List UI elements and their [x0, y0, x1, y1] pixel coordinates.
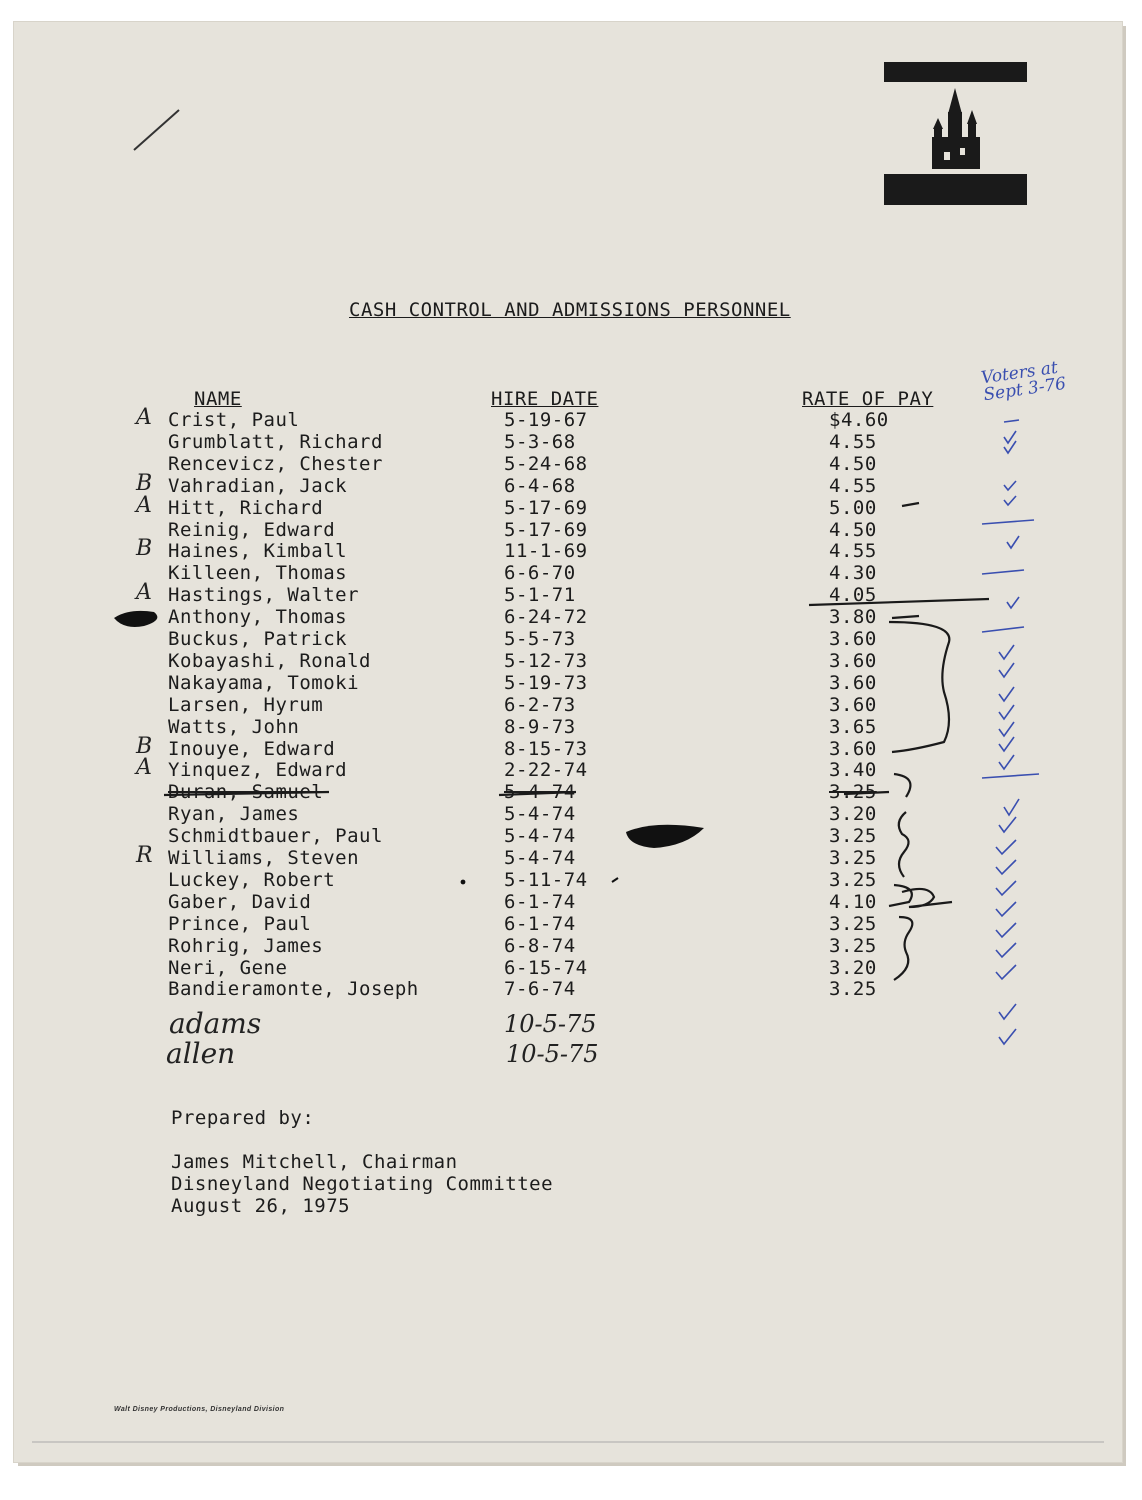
row-hire-date: 6-4-68	[504, 474, 576, 497]
row-hire-date: 5-1-71	[504, 584, 576, 607]
row-name: Inouye, Edward	[168, 737, 336, 760]
row-name: Gaber, David	[168, 890, 312, 913]
row-rate: 3.60	[829, 671, 877, 694]
row-hire-date: 8-9-73	[504, 715, 576, 738]
row-hire-date: 5-4-74	[504, 825, 576, 848]
row-hire-date: 6-1-74	[504, 912, 576, 935]
row-rate: 3.80	[829, 606, 877, 629]
handwritten-note: Voters at Sept 3-76	[979, 357, 1068, 406]
row-rate: 3.20	[829, 803, 877, 826]
row-rate: 4.05	[829, 584, 877, 607]
row-name: Kobayashi, Ronald	[168, 649, 371, 672]
page-title: CASH CONTROL AND ADMISSIONS PERSONNEL	[349, 299, 791, 321]
signature-name: James Mitchell, Chairman	[171, 1151, 458, 1173]
row-mark: B	[136, 733, 153, 759]
row-name: Luckey, Robert	[168, 868, 336, 891]
row-mark: A	[136, 755, 152, 781]
row-rate: 4.55	[829, 474, 877, 497]
handwritten-name-1: adams	[169, 1007, 262, 1040]
row-rate: 3.25	[829, 868, 877, 891]
row-name: Grumblatt, Richard	[168, 430, 383, 453]
row-rate: 4.55	[829, 540, 877, 563]
row-name: Nakayama, Tomoki	[168, 671, 360, 694]
row-name: Rohrig, James	[168, 934, 324, 957]
handwritten-date-2: 10-5-75	[506, 1040, 599, 1068]
row-mark: A	[136, 492, 152, 518]
row-name: Yinquez, Edward	[168, 759, 348, 782]
signature-date: August 26, 1975	[171, 1195, 351, 1217]
row-rate: 3.25	[829, 781, 877, 804]
row-rate: 3.25	[829, 912, 877, 935]
row-rate: 4.30	[829, 562, 877, 585]
header-hire-date: HIRE DATE	[491, 388, 599, 410]
row-rate: 3.25	[829, 825, 877, 848]
row-name: Larsen, Hyrum	[168, 693, 324, 716]
row-hire-date: 6-8-74	[504, 934, 576, 957]
row-name: Duran, Samuel	[168, 781, 324, 804]
row-hire-date: 5-24-68	[504, 452, 588, 475]
row-rate: $4.60	[829, 409, 889, 431]
prepared-by-label: Prepared by:	[171, 1107, 315, 1129]
row-rate: 3.60	[829, 693, 877, 716]
row-rate: 3.25	[829, 934, 877, 957]
row-rate: 3.20	[829, 956, 877, 979]
row-name: Buckus, Patrick	[168, 628, 348, 650]
row-rate: 3.60	[829, 737, 877, 760]
footer-text: Walt Disney Productions, Disneyland Division	[114, 1406, 285, 1413]
row-hire-date: 5-12-73	[504, 649, 588, 672]
row-name: Killeen, Thomas	[168, 562, 348, 585]
row-hire-date: 5-4-74	[504, 781, 576, 804]
row-hire-date: 7-6-74	[504, 978, 576, 1001]
row-rate: 5.00	[829, 496, 877, 519]
row-name: Hastings, Walter	[168, 584, 360, 607]
row-name: Williams, Steven	[168, 847, 360, 869]
row-name: Watts, John	[168, 715, 300, 738]
row-hire-date: 5-3-68	[504, 430, 576, 453]
row-hire-date: 5-4-74	[504, 803, 576, 826]
row-rate: 3.60	[829, 649, 877, 672]
row-name: Ryan, James	[168, 803, 300, 826]
row-hire-date: 5-11-74	[504, 868, 588, 891]
row-hire-date: 5-4-74	[504, 847, 576, 869]
pen-markings	[14, 22, 1122, 1462]
row-hire-date: 6-24-72	[504, 606, 588, 629]
row-rate: 4.50	[829, 452, 877, 475]
row-name: Neri, Gene	[168, 956, 288, 979]
row-rate: 4.55	[829, 430, 877, 453]
row-name: Bandieramonte, Joseph	[168, 978, 419, 1001]
row-hire-date: 11-1-69	[504, 540, 588, 563]
row-hire-date: 6-1-74	[504, 890, 576, 913]
row-name: Rencevicz, Chester	[168, 452, 383, 475]
row-hire-date: 5-19-73	[504, 671, 588, 694]
row-mark: B	[136, 470, 153, 496]
row-rate: 3.60	[829, 628, 877, 650]
header-name: NAME	[194, 388, 242, 410]
row-hire-date: 5-17-69	[504, 518, 588, 541]
row-hire-date: 2-22-74	[504, 759, 588, 782]
row-hire-date: 6-6-70	[504, 562, 576, 585]
row-hire-date: 5-17-69	[504, 496, 588, 519]
signature-committee: Disneyland Negotiating Committee	[171, 1173, 554, 1195]
row-rate: 3.25	[829, 978, 877, 1001]
row-rate: 4.10	[829, 890, 877, 913]
row-name: Hitt, Richard	[168, 496, 324, 519]
row-mark: A	[136, 580, 152, 606]
row-hire-date: 8-15-73	[504, 737, 588, 760]
row-name: Vahradian, Jack	[168, 474, 348, 497]
row-name: Haines, Kimball	[168, 540, 348, 563]
row-name: Anthony, Thomas	[168, 606, 348, 629]
row-mark: B	[136, 536, 153, 562]
row-name: Schmidtbauer, Paul	[168, 825, 383, 848]
row-hire-date: 5-19-67	[504, 409, 588, 431]
header-rate-of-pay: RATE OF PAY	[802, 388, 934, 410]
row-rate: 4.50	[829, 518, 877, 541]
row-rate: 3.40	[829, 759, 877, 782]
row-hire-date: 5-5-73	[504, 628, 576, 650]
row-name: Prince, Paul	[168, 912, 312, 935]
document-page	[14, 22, 1122, 1462]
row-name: Reinig, Edward	[168, 518, 336, 541]
row-mark: R	[136, 843, 153, 868]
row-name: Crist, Paul	[168, 409, 300, 431]
row-rate: 3.65	[829, 715, 877, 738]
row-hire-date: 6-15-74	[504, 956, 588, 979]
row-mark: A	[136, 405, 152, 430]
handwritten-name-2: allen	[166, 1037, 236, 1070]
handwritten-date-1: 10-5-75	[504, 1010, 597, 1038]
row-hire-date: 6-2-73	[504, 693, 576, 716]
row-rate: 3.25	[829, 847, 877, 869]
